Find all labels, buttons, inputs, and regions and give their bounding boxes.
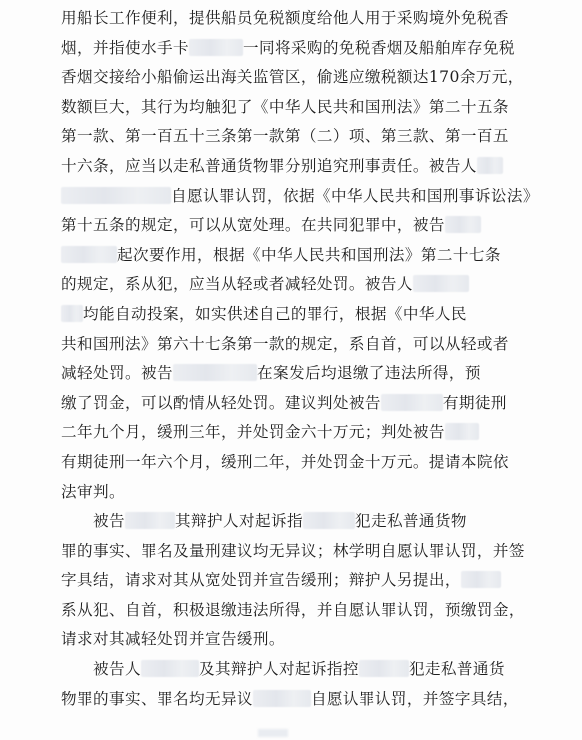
text-line: [61, 566, 531, 596]
redacted-name: [61, 187, 171, 204]
text-segment: 的规定，系从犯，应当从轻或者减轻处罚。被告人: [61, 275, 413, 294]
text-segment: 二年九个月，缓刑三年，并处罚金六十万元；判处被告: [61, 423, 445, 442]
text-line: [61, 389, 531, 419]
text-line: [61, 507, 531, 537]
redacted-name: [61, 305, 83, 322]
text-segment: 烟，并指使水手卡: [61, 38, 189, 57]
text-segment: 其辩护人对起诉指: [175, 512, 303, 531]
text-segment: 缴了罚金，可以酌情从轻处罚。建议判处被告: [61, 393, 381, 412]
text-line: [61, 330, 531, 360]
text-line: [61, 478, 531, 508]
text-line: [61, 359, 531, 389]
redacted-name: [445, 423, 479, 440]
redaction-smudge: [258, 729, 288, 737]
text-line: [61, 685, 531, 715]
redacted-name: [445, 216, 481, 233]
text-segment: 犯走私普通货物: [354, 512, 467, 531]
text-segment: 字具结，请求对其从宽处罚并宣告缓刑；辩护人另提出，: [61, 571, 461, 590]
text-segment: 犯走私普通货: [408, 660, 505, 679]
text-segment: 数额巨大，其行为均触犯了《中华人民共和国刑法》第二十五条: [61, 97, 509, 116]
judgment-text: [61, 4, 539, 714]
text-segment: 系从犯、自首，积极退缴违法所得，并自愿认罪认罚，预缴罚金，: [61, 600, 525, 619]
redacted-name: [413, 275, 469, 292]
text-segment: 共和国刑法》第六十七条第一款的规定，系自首，可以从轻或者: [61, 334, 509, 353]
text-segment: 自愿认罪认罚，依据《中华人民共和国刑事诉讼法》: [171, 186, 539, 205]
text-segment: 自愿认罪认罚，并签字具结，: [310, 689, 519, 708]
text-line: [61, 182, 539, 212]
text-line: [61, 448, 531, 478]
redacted-name: [461, 571, 501, 588]
text-segment: 罪的事实、罪名及量刑建议均无异议；林学明自愿认罪认罚，并签: [61, 541, 525, 560]
text-line: [61, 34, 531, 64]
text-segment: 香烟交接给小船偷运出海关监管区，偷逃应缴税额达170余万元，: [61, 68, 524, 87]
redacted-name: [189, 39, 243, 56]
text-line: [61, 241, 531, 271]
text-segment: 及其辩护人对起诉指控: [198, 660, 359, 679]
redacted-name: [303, 512, 355, 529]
redacted-name: [253, 690, 311, 707]
redacted-name: [173, 364, 257, 381]
text-line: [61, 537, 531, 567]
text-line: [61, 63, 531, 93]
text-line: [61, 655, 531, 685]
redacted-name: [125, 512, 175, 529]
text-segment: 十六条，应当以走私普通货物罪分别追究刑事责任。被告人: [61, 156, 477, 175]
text-segment: 物罪的事实、罪名均无异议: [61, 689, 253, 708]
text-segment: 减轻处罚。被告: [61, 364, 173, 383]
text-line: [61, 122, 531, 152]
text-line: [61, 4, 531, 34]
text-segment: 用船长工作便利，提供船员免税额度给他人用于采购境外免税香: [61, 9, 509, 27]
text-segment: 法审判。: [61, 482, 125, 501]
text-segment: 有期徒刑一年六个月，缓刑二年，并处罚金十万元。提请本院依: [61, 452, 509, 471]
text-line: [61, 93, 531, 123]
text-segment: 起次要作用，根据《中华人民共和国刑法》第二十七条: [117, 245, 501, 264]
text-segment: 第一款、第一百五十三条第一款第（二）项、第三款、第一百五: [61, 127, 509, 146]
text-segment: 一同将采购的免税香烟及船舶库存免税: [242, 38, 515, 57]
redacted-name: [359, 660, 409, 677]
redacted-name: [141, 660, 199, 677]
text-segment: 第十五条的规定，可以从宽处理。在共同犯罪中，被告: [61, 216, 445, 235]
text-line: [61, 596, 531, 626]
text-segment: 请求对其减轻处罚并宣告缓刑。: [61, 630, 285, 649]
text-segment: 均能自动投案，如实供述自己的罪行，根据《中华人民: [83, 304, 467, 323]
text-line: [61, 211, 531, 241]
redacted-name: [61, 246, 117, 263]
text-line: [61, 152, 531, 182]
redacted-name: [477, 157, 503, 174]
text-line: [61, 625, 531, 655]
text-segment: 在案发后均退缴了违法所得，预: [256, 364, 481, 383]
redacted-name: [381, 394, 443, 411]
text-line: [61, 300, 531, 330]
text-segment: 有期徒刑: [442, 393, 507, 412]
text-segment: 被告人: [93, 660, 141, 679]
text-line: [61, 418, 531, 448]
text-line: [61, 270, 531, 300]
text-segment: 被告: [93, 512, 125, 531]
